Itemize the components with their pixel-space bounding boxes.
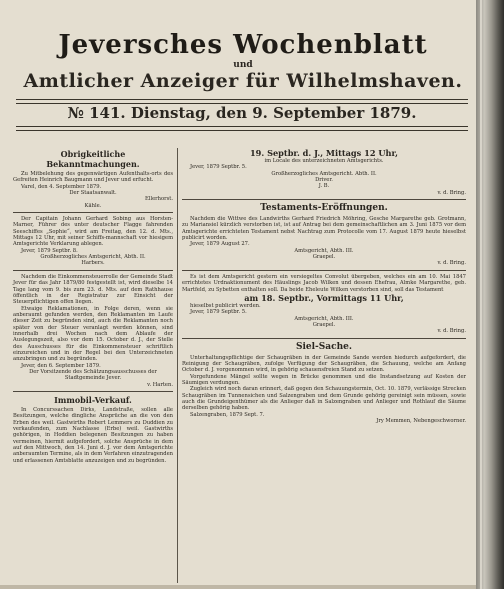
notice-text: Der Capitain Johann Gerhard Sobing aus Horsten-Marner, Führer des unter deutscher Flagge fahrenden Seeschiffes „Sophie“, wird am Freitag, den 12. d. Mts., Mittags 12 Uhr, mit seiner Schiffs-mannschaft vor hiesigem Amtsgerichte Verklarung ablegen. [13, 216, 173, 248]
right-column [182, 148, 466, 424]
notice-text: In Concurssachen Dirks, Landstraße, sollen alle Besitzungen, welche dingliche Ansprüche an die von den Erben des weil. Gastwirths Robert Lemmers zu Duddien zu verkaufenden, zum Nachlasse (Erbe) weil. Gastwirths gehörigen, in Hoddien belegenen Besitzungen zu haben vermeinen, hiermit aufgefordert, solche Ansprüche in dem auf den Mittwoch, den 14. Juni d. J. vor dem Amtsgerichte anberaumten Termine, als in dem Verfahren einzutragenden und erlassenen Amtsblatte anzuzeigen und zu begründen. [13, 407, 173, 464]
notice-place-date: Jever, 1879 August 27. [190, 241, 250, 248]
notice-text: Es ist dem Amtsgericht gestern ein versiegeltes Convolut übergeben, welches ein am 10. Mai 1847 errichtetes Urdnaktionument des Häuslings Jacob Wilken und dessen Ehefrau, Almke Margarethe, geb. Martfeld, zu Sybetten enthalten soll. Da beide Eheleute Wilken verstorben sind, soll das Testament [182, 273, 466, 293]
notice-office: Amtsgericht, Abth. III. [294, 247, 354, 254]
notice-signature: Ellerhorst. [145, 196, 173, 203]
separator [13, 270, 173, 271]
separator [182, 338, 466, 339]
notice-text: Vorgefundene Mängel sollte wegen in Brücke genommen und die Instandsetzung auf Kosten der Säumigen verdungen. [182, 373, 466, 386]
notice-signature: Driver. [315, 177, 333, 184]
notice-office: Großherzogliches Amtsgericht. Abth. II. [271, 170, 377, 177]
notice-office: Amtsgericht, Abth. III. [294, 315, 354, 322]
section-heading-immobil: Immobil-Verkauf. [54, 395, 132, 405]
notice-signature: Graepel. [312, 321, 336, 328]
notice-office: Der Staatsanwalt. [69, 190, 117, 197]
section-heading-siel: Siel-Sache. [295, 341, 352, 352]
notice-signature-secondary: Kähle. [84, 202, 102, 209]
masthead-rule-bottom [16, 126, 468, 131]
notice-office: Großherzogliches Amtsgericht, Abth. II. [40, 254, 146, 261]
separator [13, 391, 173, 392]
notice-place-date: Varel, den 4. September 1879. [21, 183, 102, 190]
page-bottom-edge [0, 585, 476, 589]
notice-text: hieselbst publicirt werden. [190, 302, 261, 309]
notice-signature: Harbers. [81, 260, 105, 267]
testament-date-line: am 18. Septbr., Vormittags 11 Uhr, [244, 292, 404, 303]
auction-date-line: 19. Septbr. d. J., Mittags 12 Uhr, [249, 148, 399, 158]
notice-signature: Graepel. [312, 254, 336, 261]
separator [182, 270, 466, 271]
notice-signature-tertiary: v. d. Bring. [437, 189, 466, 196]
notice-place-date: Jever, den 6. September 1879. [21, 362, 101, 369]
left-column [13, 148, 173, 464]
notice-text: Nachdem die Wittwe des Landwirths Gerhard Friedrich Möhring, Gesche Margarethe geb. Grotmann, zu Mariansiel kürzlich verstorben ist, ist auf Antrag bei dem gemeinschaftlichen am 3. Juni 1875 vor dem Amtsgerichte errichteten Testament nebst Nachtrag zum Protocolle vom 17. August 1879 heute hieselbst publicirt worden. [182, 216, 466, 242]
notice-place-date: Jever, 1879 Septbr. 8. [21, 247, 78, 254]
notice-signature-secondary: J. B. [318, 183, 330, 190]
notice-text: Etwaige Reklamationen, in Folge deren, wenn sie anberaumt gefunden werden, den Reklamanten im Laufe dieser Zeit zu begründen sind, auch die Reklamanten noch später von der Steuer veranlagt werden können, sind innerhalb drei Wochen nach dem Ablaufe der Auslegungszeit, also vor dem 15. October d. J., der Stelle des Ausschusses für die Einkommensteuer schriftlich einzureichen und in der Regel bei den Unterzeichneten anzubringen und zu begründen. [13, 305, 173, 363]
notice-text: Zugleich wird noch daran erinnert, daß gegen den Schauungstermin, Oct. 10. 1879, verlässige Strecken Schaugräben im Tunnensichen und Salzengraben und dem Grunde gehörig gereinigt sein müssen, sowie auch die Grundeigenthümer als die Anlieger daß in Salzengraben und Anlieger und Rothlauf die Säume derselben gehörig haben. [182, 386, 466, 412]
notice-text: Nachdem die Einkommensteuerrolle der Gemeinde Stadt Jever für das Jahr 1879/80 festgestellt ist, wird dieselbe 14 Tage lang vom 9. bis zum 23. d. Mts. auf dem Rathhause öffentlich in der Registratur zur Einsicht der Steuerpflichtigen offen liegen. [13, 273, 173, 306]
column-divider [177, 148, 178, 583]
notice-place-date: Jever, 1879 Septbr. 5. [190, 309, 247, 316]
notice-signature-secondary: v. d. Bring. [437, 328, 466, 335]
separator [13, 212, 173, 213]
notice-place-date: Jever, 1879 Septbr. 5. [190, 164, 247, 171]
notice-text: Zu Mitbelehung des gegenwärtigen Aufenthalts-orts des Gefreiten Heinrich Baugmann und Jever und erfucht. [13, 171, 173, 184]
separator [182, 199, 466, 200]
notice-text: im Locale des unterzeichneten Amtsgerichts. [264, 158, 384, 164]
notice-office: Der Vorsitzende des Schätzungsausschusses der Stadtgemeinde Jever. [29, 368, 157, 382]
section-heading-testament: Testaments-Eröffnungen. [260, 203, 388, 214]
notice-signature: Jry Memmen, Nebengeschworner. [376, 418, 466, 424]
newspaper-subtitle: Amtlicher Anzeiger für Wilhelmshaven. [23, 70, 463, 92]
issue-line: № 141. Dienstag, den 9. September 1879. [67, 104, 417, 122]
masthead [18, 30, 468, 92]
notice-signature: v. Harten. [147, 381, 173, 388]
notice-text: Unterhaltungspflichtige der Schaugräben in der Gemeinde Sande werden hiedurch aufgefordert, die Reinigung der Schaugräben, zufolge Verfügung der Schaugräben, die Schauung, welche am Anfang October d. J. vorgenommen wird, in gehörig schauensfreien Stand zu setzen. [182, 354, 466, 374]
section-heading-official: Obrigkeitliche Bekanntmachungen. [46, 149, 140, 169]
notice-place-date: Salzengraben, 1879 Sept. 7. [190, 411, 265, 418]
notice-signature-secondary: v. d. Bring. [437, 260, 466, 267]
newspaper-title: Jeversches Wochenblatt [58, 30, 428, 60]
masthead-und: und [233, 60, 253, 70]
book-spine [476, 0, 504, 589]
